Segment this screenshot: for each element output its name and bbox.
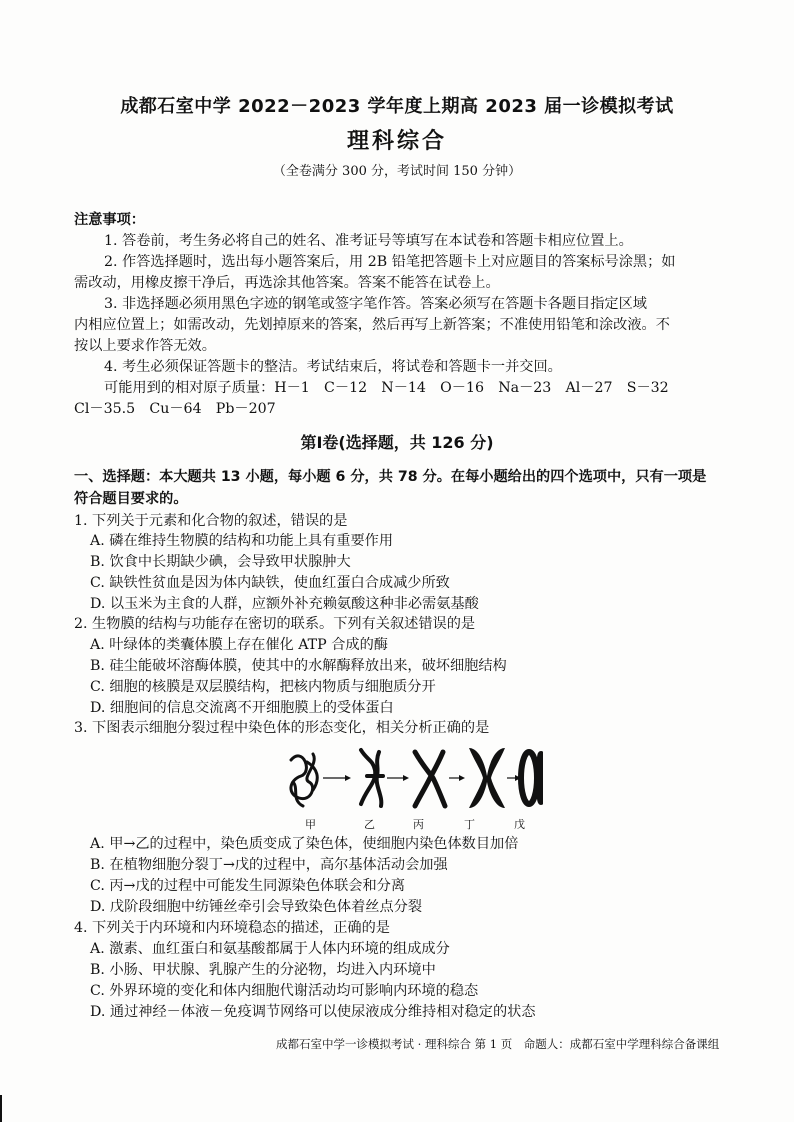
option: C. 外界环境的变化和体内细胞代谢活动均可影响内环境的稳态: [90, 983, 479, 999]
figure-label: 乙: [364, 818, 375, 831]
option: C. 丙→戊的过程中可能发生同源染色体联会和分离: [90, 878, 406, 894]
question-stem: 3. 下图表示细胞分裂过程中染色体的形态变化，相关分析正确的是: [74, 720, 490, 736]
note-line: 4. 考生必须保证答题卡的整洁。考试结束后，将试卷和答题卡一并交回。: [104, 359, 562, 375]
option: D. 戊阶段细胞中纺锤丝牵引会导致染色体着丝点分裂: [90, 899, 423, 915]
option: A. 激素、血红蛋白和氨基酸都属于人体内环境的组成成分: [90, 941, 450, 957]
exam-title: 成都石室中学 2022－2023 学年度上期高 2023 届一诊模拟考试: [120, 96, 674, 117]
option: B. 在植物细胞分裂丁→戊的过程中，高尔基体活动会加强: [90, 857, 448, 873]
option: D. 通过神经－体液－免疫调节网络可以使尿液成分维持相对稳定的状态: [90, 1004, 536, 1020]
figure-label: 戊: [514, 818, 525, 831]
option: D. 细胞间的信息交流离不开细胞膜上的受体蛋白: [90, 700, 394, 716]
section-intro: 符合题目要求的。: [74, 491, 188, 507]
option: C. 缺铁性贫血是因为体内缺铁，使血红蛋白合成减少所致: [90, 575, 450, 591]
chromosome-stage-bing: [415, 752, 445, 806]
notes-heading: 注意事项：: [74, 212, 145, 228]
note-line: 3. 非选择题必须用黑色字迹的钢笔或签字笔作答。答案必须写在答题卡各题目指定区域: [104, 296, 647, 312]
question-stem: 1. 下列关于元素和化合物的叙述，错误的是: [74, 513, 348, 529]
arrow-head: [403, 775, 409, 781]
page-footer: 成都石室中学一诊模拟考试 · 理科综合 第 1 页 命题人：成都石室中学理科综合备课组: [276, 1037, 720, 1051]
question-stem: 4. 下列关于内环境和内环境稳态的描述，正确的是: [74, 920, 390, 936]
note-line: 内相应位置上；如需改动，先划掉原来的答案，然后再写上新答案；不准使用铅笔和涂改液。不: [74, 317, 670, 333]
arrow-head: [459, 775, 465, 781]
note-line: 1. 答卷前，考生务必将自己的姓名、准考证号等填写在本试卷和答题卡相应位置上。: [104, 233, 633, 249]
note-line: 需改动，用橡皮擦干净后，再选涂其他答案。答案不能答在试卷上。: [74, 275, 500, 291]
chromosome-figure: [283, 742, 543, 814]
chromosome-stage-jia: [291, 754, 317, 806]
option: B. 饮食中长期缺少碘，会导致甲状腺肿大: [90, 554, 351, 570]
option: D. 以玉米为主食的人群，应额外补充赖氨酸这种非必需氨基酸: [90, 596, 479, 612]
chromosome-stage-wu: [521, 752, 543, 804]
section-intro: 一、选择题：本大题共 13 小题，每小题 6 分，共 78 分。在每小题给出的四个选项中，只有一项是: [74, 469, 707, 485]
subject-title: 理科综合: [346, 129, 447, 154]
atomic-mass-line: 可能用到的相对原子质量：H－1 C－12 N－14 O－16 Na－23 Al－27 S－32: [104, 380, 669, 396]
option: C. 细胞的核膜是双层膜结构，把核内物质与细胞质分开: [90, 679, 436, 695]
option: B. 硅尘能破坏溶酶体膜，使其中的水解酶释放出来，破坏细胞结构: [90, 658, 507, 674]
score-info: （全卷满分 300 分，考试时间 150 分钟）: [272, 164, 522, 179]
figure-label: 丙: [413, 818, 424, 831]
note-line: 按以上要求作答无效。: [74, 338, 216, 354]
option: A. 叶绿体的类囊体膜上存在催化 ATP 合成的酶: [90, 637, 388, 653]
chromosome-stage-ding: [469, 748, 505, 808]
scan-edge-mark: [0, 1095, 2, 1122]
atomic-mass-line: Cl－35.5 Cu－64 Pb－207: [74, 401, 276, 417]
option: A. 甲→乙的过程中，染色质变成了染色体，使细胞内染色体数目加倍: [90, 836, 519, 852]
note-line: 2. 作答选择题时，选出每小题答案后，用 2B 铅笔把答题卡上对应题目的答案标号涂黑；如: [104, 254, 676, 270]
arrow-head: [345, 775, 351, 781]
option: B. 小肠、甲状腺、乳腺产生的分泌物，均进入内环境中: [90, 962, 436, 978]
option: A. 磷在维持生物膜的结构和功能上具有重要作用: [90, 533, 394, 549]
figure-label: 甲: [305, 818, 316, 831]
question-stem: 2. 生物膜的结构与功能存在密切的联系。下列有关叙述错误的是: [74, 616, 476, 632]
section-title: 第Ⅰ卷(选择题，共 126 分): [300, 433, 494, 452]
figure-label: 丁: [464, 818, 475, 831]
chromosome-stage-yi: [361, 750, 383, 806]
